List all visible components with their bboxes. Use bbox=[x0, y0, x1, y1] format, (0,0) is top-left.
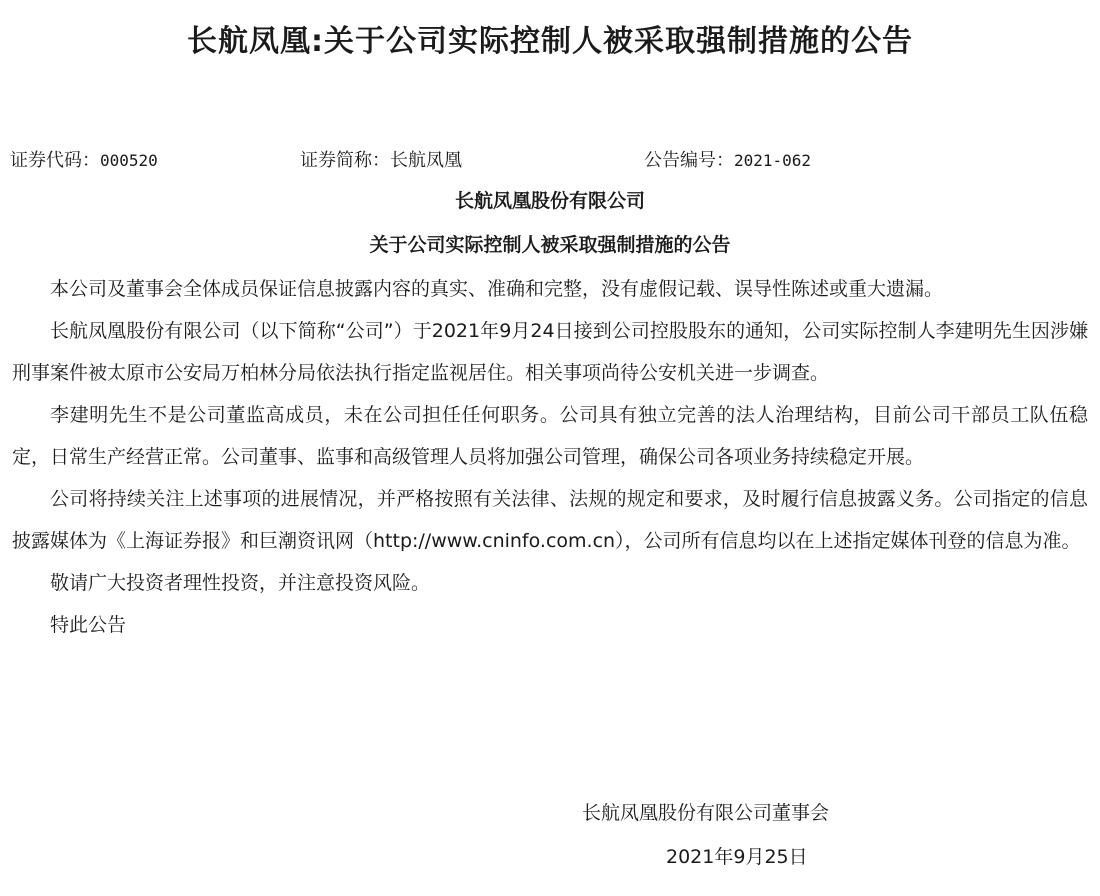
paragraph-notification: 长航凤凰股份有限公司（以下简称“公司”）于2021年9月24日接到公司控股股东的通知，公司实际控制人李建明先生因涉嫌刑事案件被太原市公安局万柏林分局依法执行指定监视居住。相关事项尚待公安机关进一步调查。 bbox=[12, 320, 1088, 384]
signature-company: 长航凤凰股份有限公司董事会 bbox=[582, 802, 830, 824]
paragraph-disclosure: 公司将持续关注上述事项的进展情况，并严格按照有关法律、法规的规定和要求，及时履行信息披露义务。公司指定的信息披露媒体为《上海证券报》和巨潮资讯网（http://www.cninfo.com.cn），公司所有信息均以在上述指定媒体刊登的信息为准。 bbox=[12, 488, 1088, 552]
security-code-label: 证券代码： bbox=[10, 150, 100, 171]
notice-number-value: 2021-062 bbox=[734, 151, 812, 170]
security-short-name bbox=[300, 146, 462, 172]
notice-number-label: 公告编号： bbox=[644, 150, 734, 171]
security-short-name-value: 长航凤凰 bbox=[390, 150, 462, 171]
announcement-title: 关于公司实际控制人被采取强制措施的公告 bbox=[369, 234, 731, 256]
announcement-body bbox=[12, 268, 1088, 646]
paragraph-closing: 特此公告 bbox=[50, 614, 127, 636]
security-code bbox=[10, 146, 158, 172]
paragraph-governance: 李建明先生不是公司董监高成员，未在公司担任任何职务。公司具有独立完善的法人治理结构，目前公司干部员工队伍稳定，日常生产经营正常。公司董事、监事和高级管理人员将加强公司管理，确保公司各项业务持续稳定开展。 bbox=[12, 404, 1088, 468]
signature-date: 2021年9月25日 bbox=[666, 846, 808, 868]
paragraph-risk-warning: 敬请广大投资者理性投资，并注意投资风险。 bbox=[50, 572, 431, 594]
paragraph-statement: 本公司及董事会全体成员保证信息披露内容的真实、准确和完整，没有虚假记载、误导性陈述或重大遗漏。 bbox=[50, 278, 944, 300]
page-title: 长航凤凰:关于公司实际控制人被采取强制措施的公告 bbox=[187, 24, 913, 59]
security-info-row bbox=[10, 146, 1090, 172]
security-code-value: 000520 bbox=[100, 151, 158, 170]
signature-block bbox=[0, 794, 1100, 884]
company-header: 长航凤凰股份有限公司 bbox=[454, 190, 645, 212]
notice-number bbox=[644, 146, 811, 172]
security-short-name-label: 证券简称： bbox=[300, 150, 390, 171]
